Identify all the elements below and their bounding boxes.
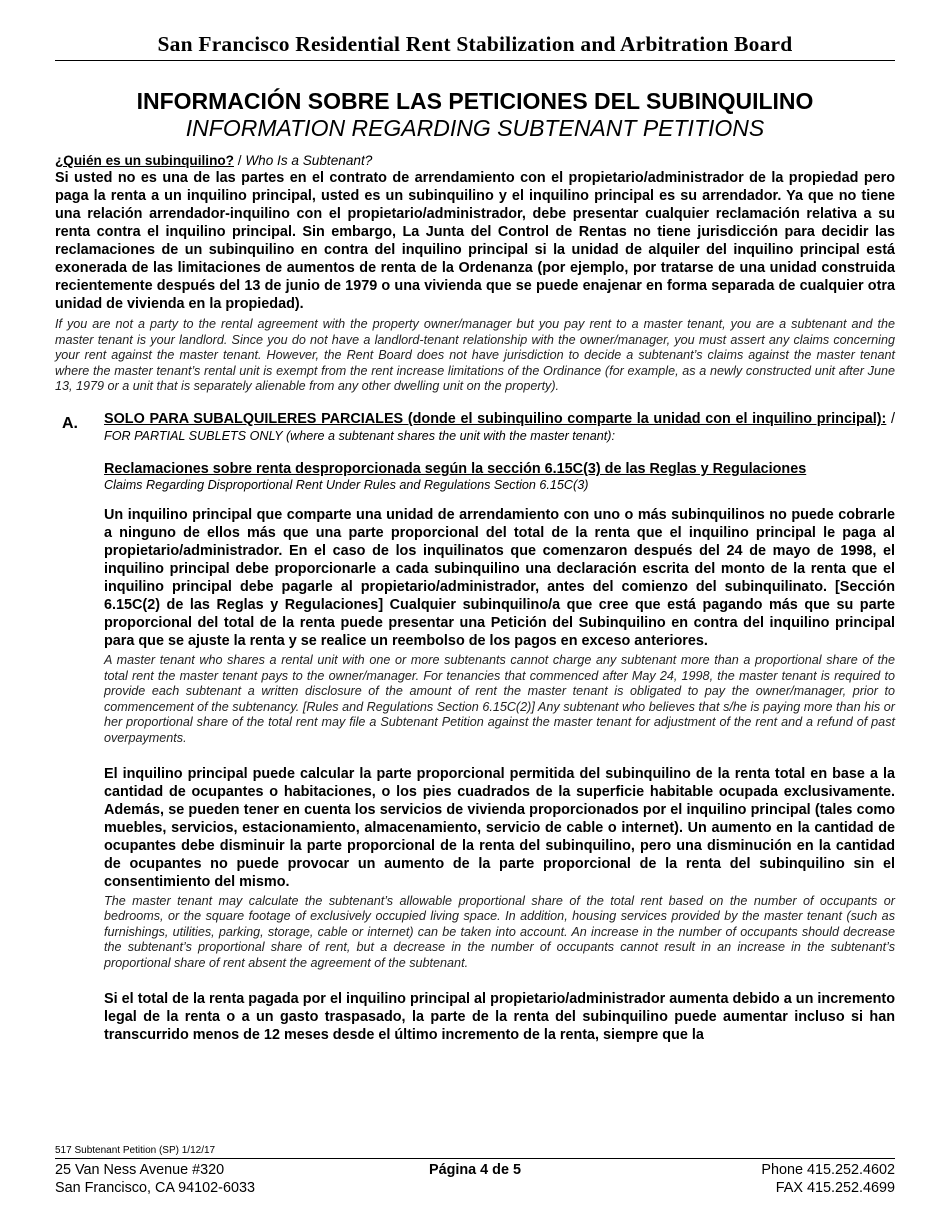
section-a-heading-spanish: SOLO PARA SUBALQUILERES PARCIALES (donde el subinquilino comparte la unidad con el inquilino principal): <box>104 410 887 427</box>
section-a-heading <box>104 411 895 445</box>
fax-number: FAX 415.252.4699 <box>775 1180 895 1196</box>
header-divider <box>55 60 895 61</box>
who-heading-spanish: ¿Quién es un subinquilino? <box>55 153 234 168</box>
section-a-heading-english: FOR PARTIAL SUBLETS ONLY (where a subtenant shares the unit with the master tenant): <box>104 428 615 443</box>
paragraph-3-spanish: Si el total de la renta pagada por el inquilino principal al propietario/administrador aumenta debido a un incremento legal de la renta o a un gasto traspasado, la parte de la renta del subinquilino puede aumentar incluso si han transcurrido menos de 12 meses desde el último incremento de la renta, siempre que la <box>104 990 895 1043</box>
page-number: Página 4 de 5 <box>429 1162 521 1178</box>
paragraph-2-spanish: El inquilino principal puede calcular la parte proporcional permitida del subinquilino de la renta total en base a la cantidad de ocupantes o habitaciones, o los pies cuadrados de la superficie habitable ocupada exclusivamente. Además, se pueden tener en cuenta los servicios de vivienda proporcionados por el inquilino principal (tales como muebles, servicios, estacionamiento, almacenamiento, servicio de cable o internet). Un aumento en la cantidad de ocupantes debe disminuir la parte proporcional de la renta del subinquilino, pero una disminución en la cantidad de ocupantes no puede provocar un aumento de la parte proporcional de la renta del subinquilino sin el consentimiento del mismo. <box>104 765 895 890</box>
paragraph-1-english: A master tenant who shares a rental unit with one or more subtenants cannot charge any subtenant more than a proportional share of the total rent the master tenant pays to the owner/manager. For tenancies that commenced after May 24, 1998, the master tenant is required to provide each subtenant a written disclosure of the amount of rent the master tenant is obligated to pay the owner/manager, prior to commencement of the subtenancy. [Rules and Regulations Section 6.15C(2)] Any subtenant who believes that s/he is paying more than his or her proportional share of the total rent may file a Subtenant Petition against the master tenant for adjustment of the rent and a refund of past overpayments. <box>104 652 895 745</box>
section-a <box>55 411 895 1044</box>
address-line-1: 25 Van Ness Avenue #320 <box>55 1162 225 1178</box>
who-heading <box>55 153 895 169</box>
address-line-2: San Francisco, CA 94102-6033 <box>55 1180 255 1196</box>
heading-separator: / <box>233 153 246 168</box>
agency-header: San Francisco Residential Rent Stabilization and Arbitration Board <box>157 32 793 56</box>
disproportional-rent-heading-english: Claims Regarding Disproportional Rent Under Rules and Regulations Section 6.15C(3) <box>104 477 589 492</box>
footer-divider <box>55 1158 895 1159</box>
phone-number: Phone 415.252.4602 <box>761 1162 895 1178</box>
paragraph-1-spanish: Un inquilino principal que comparte una unidad de arrendamiento con uno o más subinquilinos no puede cobrarle a ninguno de ellos más que una parte proporcional del total de la renta que el inquilino principal le paga al propietario/administrador. En el caso de los inquilinatos que comenzaron después del 24 de mayo de 1998, el inquilino principal debe proporcionarle a cada subinquilino una declaración escrita del monto de la renta que el inquilino principal debe pagarle al propietario/administrador, antes del comienzo del subinquilinato. [Sección 6.15C(2) de las Reglas y Regulaciones] Cualquier subinquilino/a que cree que está pagando más que su parte proporcional del total de la renta puede presentar una Petición del Subinquilino en contra del inquilino principal para que se ajuste la renta y se realice un reembolso de los pagos en exceso anteriores. <box>104 506 895 649</box>
who-paragraph-english: If you are not a party to the rental agreement with the property owner/manager but you pay rent to a master tenant, you are a subtenant and the master tenant is your landlord. Since you do not have a landlord-tenant relationship with the owner/manager, you must assert any claims concerning your rent against the master tenant. However, the Rent Board does not have jurisdiction to decide a subtenant’s claims against the master tenant where the master tenant’s rental unit is exempt from the rent increase limitations of the Ordinance (for example, as a newly constructed unit after June 13, 1979 or a unit that is separately alienable from any other dwelling unit on the property). <box>55 317 895 394</box>
page-title-english: INFORMATION REGARDING SUBTENANT PETITIONS <box>185 115 765 141</box>
page-title-spanish: INFORMACIÓN SOBRE LAS PETICIONES DEL SUBINQUILINO <box>136 88 814 114</box>
section-a-letter: A. <box>62 414 78 432</box>
disproportional-rent-heading-spanish: Reclamaciones sobre renta desproporcionada según la sección 6.15C(3) de las Reglas y Regulaciones <box>104 460 807 477</box>
paragraph-2-english: The master tenant may calculate the subtenant’s allowable proportional share of the total rent based on the number of occupants or bedrooms, or the square footage of exclusively occupied living space. In addition, housing services provided by the master tenant (such as furnishings, utilities, parking, storage, cable or internet) can be taken into account. An increase in the number of occupants should decrease the subtenant’s proportional share of rent, but a decrease in the number of occupants cannot result in an increase in the subtenant’s proportional share of rent absent the agreement of the subtenant. <box>104 893 895 970</box>
document-page <box>55 0 895 1044</box>
who-paragraph-spanish: Si usted no es una de las partes en el contrato de arrendamiento con el propietario/administrador de la propiedad pero paga la renta a un inquilino principal, usted es un subinquilino y el inquilino principal es su arrendador. Ya que no tiene una relación arrendador-inquilino con el propietario/administrador, debe presentar cualquier reclamación relativa a su renta contra el inquilino principal. Sin embargo, La Junta del Control de Rentas no tiene jurisdicción para decidir las reclamaciones de un subinquilino en contra del inquilino principal si la unidad de alquiler del inquilino principal está exonerada de las limitaciones de aumentos de renta de la Ordenanza (por ejemplo, por tratarse de una unidad construida recientemente después del 13 de junio de 1979 o una vivienda que se puede enajenar en forma separada de cualquier otra unidad de vivienda en la propiedad). <box>55 170 895 312</box>
heading-separator: / <box>886 410 895 427</box>
form-identifier: 517 Subtenant Petition (SP) 1/12/17 <box>55 1145 216 1156</box>
who-heading-english: Who Is a Subtenant? <box>245 153 373 168</box>
footer-contact <box>761 1161 895 1197</box>
